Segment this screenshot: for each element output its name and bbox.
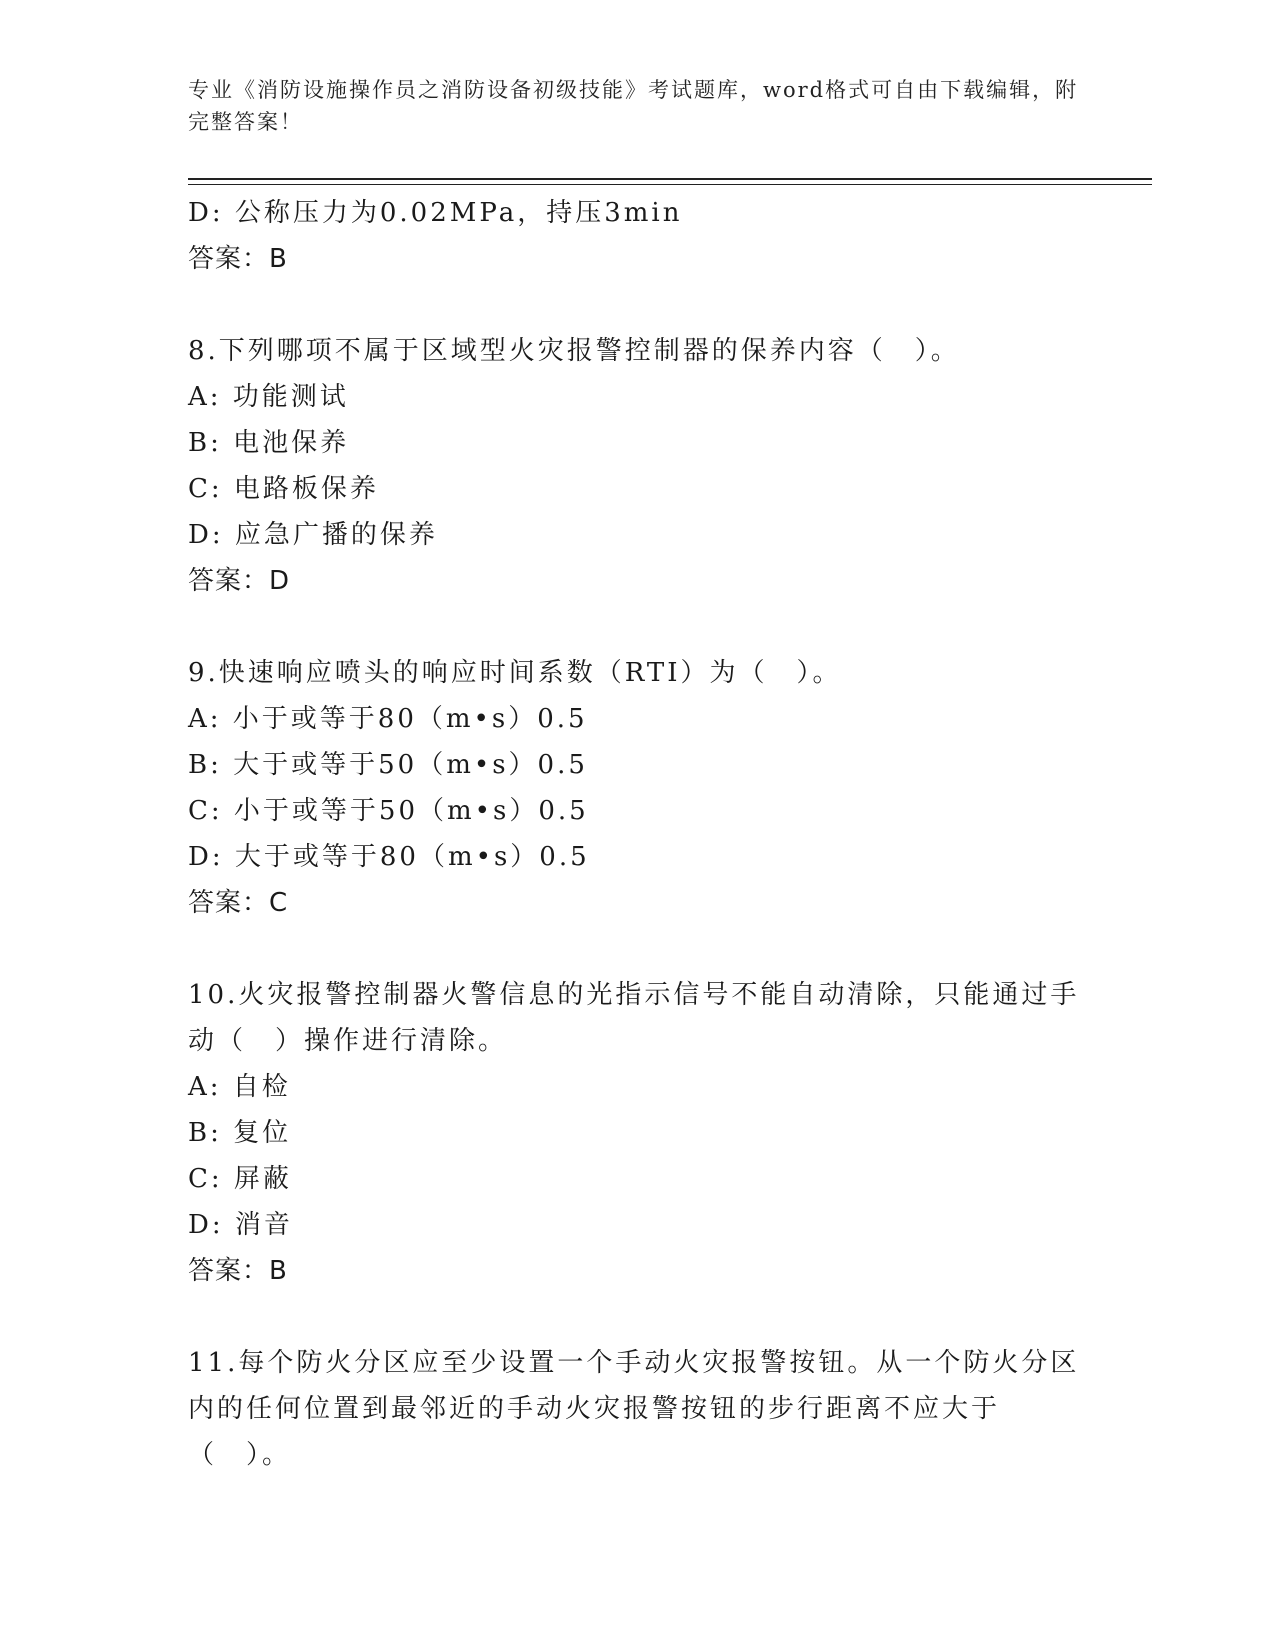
header-rule-thin [188, 184, 1152, 185]
option-b: B: 电池保养 [188, 428, 350, 458]
answer: 答案：C [188, 888, 289, 918]
question-text: 9.快速响应喷头的响应时间系数（RTI）为（ ）。 [188, 658, 842, 688]
document-header: 专业《消防设施操作员之消防设备初级技能》考试题库，word格式可自由下载编辑，附完整答案！ [188, 78, 1079, 134]
option-d: D: 应急广播的保养 [188, 520, 438, 550]
header-rule-thick [188, 178, 1152, 180]
option-d: D: 消音 [188, 1210, 293, 1240]
option-c: C: 小于或等于50（m•s）0.5 [188, 796, 589, 826]
option-d: D: 公称压力为0.02MPa，持压3min [188, 198, 683, 228]
option-a: A: 自检 [188, 1072, 291, 1102]
answer: 答案：D [188, 566, 291, 596]
question-8 [188, 328, 1088, 604]
option-a: A: 小于或等于80（m•s）0.5 [188, 704, 588, 734]
option-c: C: 屏蔽 [188, 1164, 292, 1194]
question-text: 10.火灾报警控制器火警信息的光指示信号不能自动清除，只能通过手动（ ）操作进行清除。 [188, 980, 1080, 1056]
option-c: C: 电路板保养 [188, 474, 379, 504]
document-body [188, 190, 1088, 1478]
option-a: A: 功能测试 [188, 382, 349, 412]
option-d: D: 大于或等于80（m•s）0.5 [188, 842, 590, 872]
question-11 [188, 1340, 1088, 1478]
option-b: B: 大于或等于50（m•s）0.5 [188, 750, 588, 780]
question-10 [188, 972, 1088, 1294]
answer: 答案：B [188, 244, 288, 274]
option-b: B: 复位 [188, 1118, 292, 1148]
question-text: 8.下列哪项不属于区域型火灾报警控制器的保养内容（ ）。 [188, 336, 960, 366]
question-text: 11.每个防火分区应至少设置一个手动火灾报警按钮。从一个防火分区内的任何位置到最邻近的手动火灾报警按钮的步行距离不应大于（ ）。 [188, 1348, 1080, 1470]
question-7-tail [188, 190, 1088, 282]
answer: 答案：B [188, 1256, 288, 1286]
question-9 [188, 650, 1088, 926]
